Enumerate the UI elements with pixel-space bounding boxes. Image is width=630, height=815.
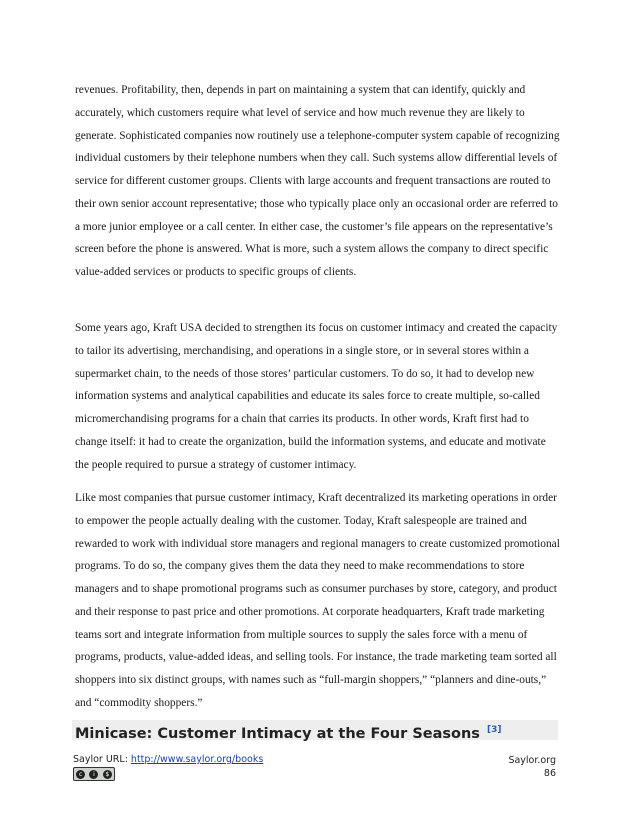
section-heading xyxy=(72,720,558,740)
cc-circle-icon: c xyxy=(76,770,85,779)
footer-url-link[interactable]: http://www.saylor.org/books xyxy=(130,754,264,765)
footer-site: Saylor.org xyxy=(508,755,556,766)
body-paragraph-2: Some years ago, Kraft USA decided to strengthen its focus on customer intimacy and created the capacity to tailor its advertising, merchandising, and operations in a single store, or in several stores within a supermarket chain, to the needs of those stores’ particular customers. To do so, it had to develop new information systems and analytical capabilities and educate its sales force to create multiple, so-called micromerchandising programs for a chain that carries its products. In other words, Kraft first had to change itself: it had to create the organization, build the information systems, and educate and motivate the people required to pursue a strategy of customer intimacy. xyxy=(75,322,558,471)
footer-source xyxy=(73,754,263,765)
section-heading-text: Minicase: Customer Intimacy at the Four Seasons xyxy=(75,725,480,742)
page-number: 86 xyxy=(543,768,556,779)
footer-url-label: Saylor URL: xyxy=(73,754,131,765)
body-paragraph-1: revenues. Profitability, then, depends in part on maintaining a system that can identify, quickly and accurately, which customers require what level of service and how much revenue they are likely to generate. Sophisticated companies now routinely use a telephone-computer system capable of recognizing individual customers by their telephone numbers when they call. Such systems allow differential levels of service for different customer groups. Clients with large accounts and frequent transactions are routed to their own senior account representative; those who typically place only an occasional order are referred to a more junior employee or a call center. In either case, the customer’s file appears on the representative’s screen before the phone is answered. What is more, such a system allows the company to direct specific value-added services or products to specific groups of clients. xyxy=(75,84,560,278)
creative-commons-icon xyxy=(73,767,115,781)
footer-right xyxy=(508,754,556,780)
by-circle-icon: i xyxy=(89,770,98,779)
nc-circle-icon: $ xyxy=(103,770,112,779)
footnote-link[interactable]: [3] xyxy=(487,725,502,735)
body-paragraph-3: Like most companies that pursue customer intimacy, Kraft decentralized its marketing operations in order to empower the people actually dealing with the customer. Today, Kraft salespeople are trained and rewarded to work with individual store managers and regional managers to create customized promotional programs. To do so, the company gives them the data they need to make recommendations to store managers and to shape promotional programs such as consumer purchases by store, category, and product and their response to past price and other promotions. At corporate headquarters, Kraft trade marketing teams sort and integrate information from multiple sources to supply the sales force with a menu of programs, products, value-added ideas, and selling tools. For instance, the trade marketing team sorted all shoppers into six distinct groups, with names such as “full-margin shoppers,” “planners and dine-outs,” and “commodity shoppers.” xyxy=(75,492,560,709)
